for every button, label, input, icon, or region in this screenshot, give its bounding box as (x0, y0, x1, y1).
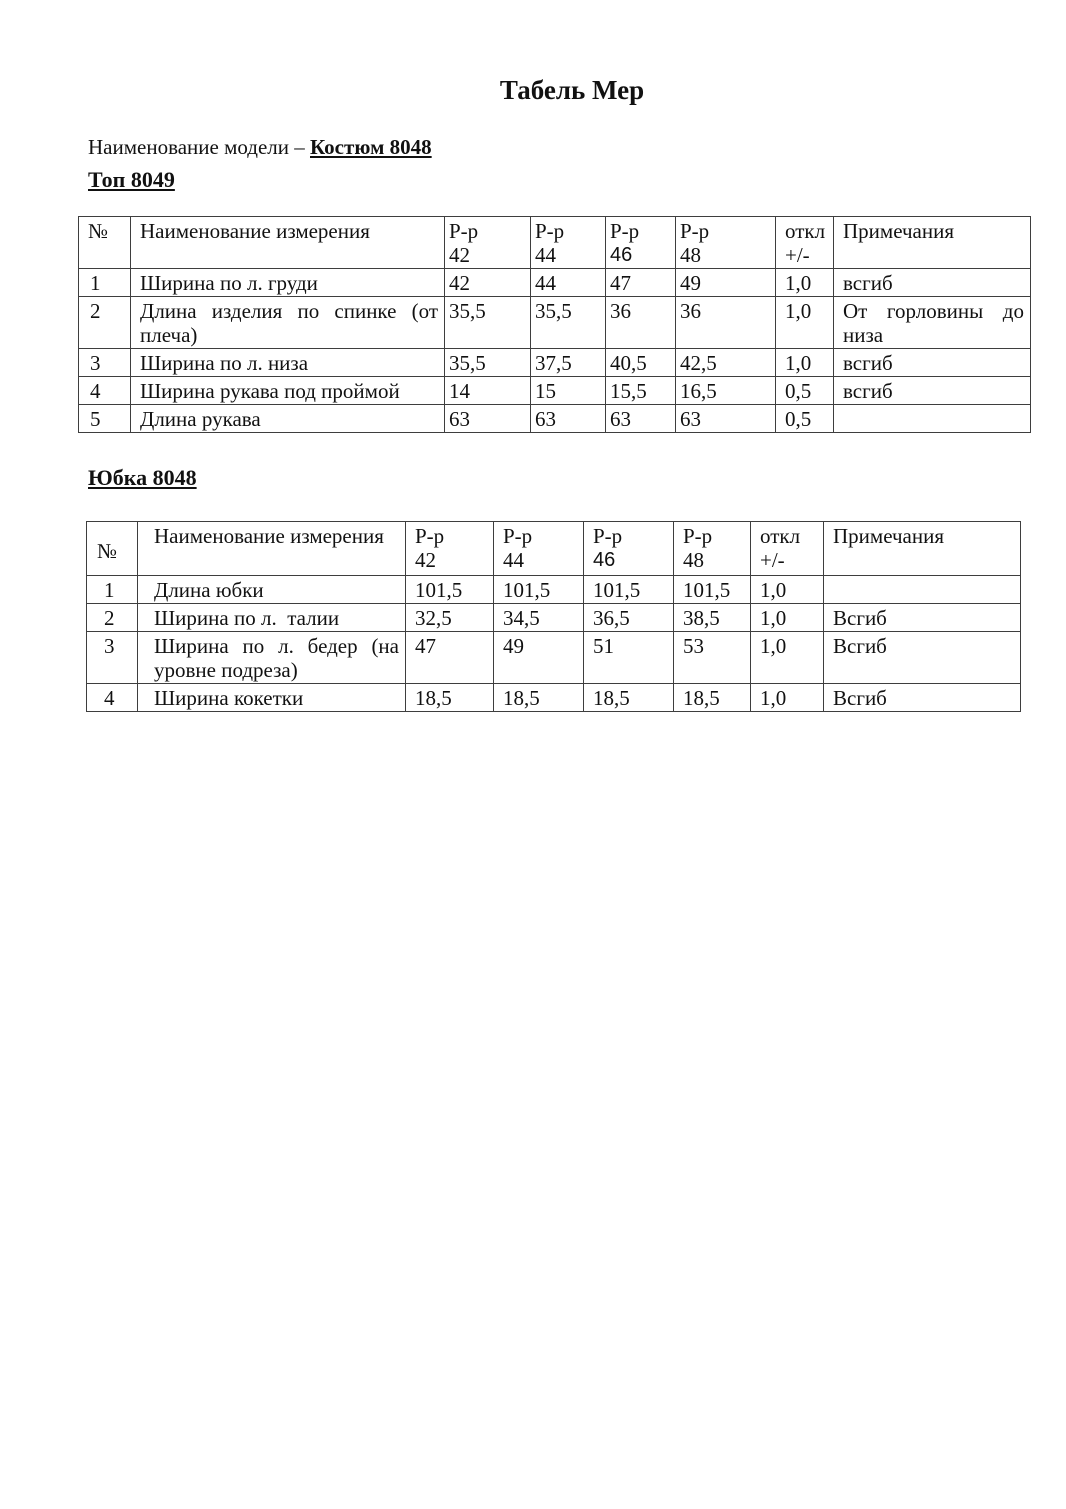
col-header-label: Р-р (449, 219, 479, 243)
col-header-sublabel: 42 (449, 243, 470, 267)
col-header-sublabel: 44 (535, 243, 556, 267)
cell-s46: 15,5 (606, 377, 676, 405)
cell-s44: 35,5 (531, 297, 606, 349)
col-header-label: Р-р (503, 524, 533, 548)
col-header-tol (751, 522, 824, 576)
cell-num: 5 (79, 405, 131, 433)
cell-s44: 101,5 (494, 576, 584, 604)
col-header-s44 (531, 217, 606, 269)
col-header-sublabel: +/- (785, 243, 810, 267)
cell-s42: 14 (445, 377, 531, 405)
cell-num: 4 (87, 684, 138, 712)
section-heading-skirt-text: Юбка 8048 (88, 465, 197, 490)
cell-tol: 0,5 (776, 377, 834, 405)
cell-notes (824, 576, 1021, 604)
page-title: Табель Мер (499, 75, 645, 105)
cell-s46: 36 (606, 297, 676, 349)
cell-s48: 63 (676, 405, 776, 433)
col-header-label: Р-р (593, 524, 623, 548)
cell-s46: 40,5 (606, 349, 676, 377)
col-header-notes (834, 217, 1031, 269)
cell-s46: 47 (606, 269, 676, 297)
cell-tol: 1,0 (751, 684, 824, 712)
cell-notes (834, 405, 1031, 433)
cell-s44: 63 (531, 405, 606, 433)
cell-s48: 42,5 (676, 349, 776, 377)
cell-num: 4 (79, 377, 131, 405)
table-row (79, 269, 1031, 297)
cell-s48: 36 (676, 297, 776, 349)
col-header-s46 (606, 217, 676, 269)
col-header-label: Р-р (683, 524, 713, 548)
col-header-sublabel: 48 (683, 548, 704, 572)
col-header-sublabel: 48 (680, 243, 701, 267)
measurements-table-skirt (86, 521, 1021, 712)
col-header-sublabel: +/- (760, 548, 785, 572)
model-name-line (88, 134, 1066, 160)
section-heading-top-text: Топ 8049 (88, 167, 175, 192)
cell-s44: 18,5 (494, 684, 584, 712)
cell-s48: 53 (674, 632, 751, 684)
cell-s42: 42 (445, 269, 531, 297)
table-row (79, 377, 1031, 405)
col-header-label: откл (760, 524, 801, 548)
cell-tol: 1,0 (776, 269, 834, 297)
col-header-label: № (88, 219, 109, 243)
cell-notes: Всгиб (824, 632, 1021, 684)
cell-s48: 18,5 (674, 684, 751, 712)
col-header-label: Р-р (415, 524, 445, 548)
col-header-num (79, 217, 131, 269)
col-header-label: Наименование измерения (140, 219, 370, 243)
col-header-s48 (676, 217, 776, 269)
table-row (87, 604, 1021, 632)
cell-name: Ширина по л. талии (138, 604, 406, 632)
col-header-s48 (674, 522, 751, 576)
col-header-label: Примечания (843, 219, 955, 243)
col-header-label: Наименование измерения (154, 524, 384, 548)
cell-s42: 35,5 (445, 349, 531, 377)
header-row (87, 522, 1021, 576)
cell-name: Длина юбки (138, 576, 406, 604)
cell-s46: 36,5 (584, 604, 674, 632)
col-header-label: Р-р (680, 219, 710, 243)
cell-s44: 37,5 (531, 349, 606, 377)
col-header-sublabel: 46 (610, 244, 633, 266)
cell-num: 3 (79, 349, 131, 377)
col-header-label: откл (785, 219, 826, 243)
table-row (79, 349, 1031, 377)
cell-num: 2 (87, 604, 138, 632)
cell-tol: 1,0 (776, 297, 834, 349)
col-header-s42 (445, 217, 531, 269)
cell-num: 3 (87, 632, 138, 684)
cell-tol: 1,0 (776, 349, 834, 377)
col-header-s46 (584, 522, 674, 576)
col-header-num (87, 522, 138, 576)
model-name-value: Костюм 8048 (310, 135, 432, 159)
cell-s44: 44 (531, 269, 606, 297)
col-header-s42 (406, 522, 494, 576)
cell-name: Ширина по л. груди (131, 269, 445, 297)
cell-notes: Всгиб (824, 684, 1021, 712)
table-row (87, 684, 1021, 712)
cell-tol: 0,5 (776, 405, 834, 433)
header-row (79, 217, 1031, 269)
cell-s46: 63 (606, 405, 676, 433)
cell-name: Длина рукава (131, 405, 445, 433)
cell-s48: 101,5 (674, 576, 751, 604)
cell-s42: 32,5 (406, 604, 494, 632)
col-header-label: Р-р (610, 219, 640, 243)
cell-notes: всгиб (834, 349, 1031, 377)
cell-num: 2 (79, 297, 131, 349)
cell-s44: 49 (494, 632, 584, 684)
col-header-label: Р-р (535, 219, 565, 243)
cell-s48: 49 (676, 269, 776, 297)
col-header-sublabel: 44 (503, 548, 524, 572)
cell-notes: Всгиб (824, 604, 1021, 632)
cell-notes: всгиб (834, 377, 1031, 405)
section-heading-top (88, 166, 1066, 193)
col-header-tol (776, 217, 834, 269)
cell-s42: 101,5 (406, 576, 494, 604)
cell-num: 1 (87, 576, 138, 604)
cell-num: 1 (79, 269, 131, 297)
cell-s48: 38,5 (674, 604, 751, 632)
table-row (79, 405, 1031, 433)
cell-s46: 101,5 (584, 576, 674, 604)
col-header-sublabel: 46 (593, 549, 616, 571)
cell-name: Ширина по л. бедер (на уровне подреза) (138, 632, 406, 684)
cell-s42: 35,5 (445, 297, 531, 349)
col-header-sublabel: 42 (415, 548, 436, 572)
model-name-label: Наименование модели – (88, 135, 310, 159)
col-header-label: Примечания (833, 524, 945, 548)
cell-s42: 63 (445, 405, 531, 433)
col-header-label: № (97, 539, 118, 563)
cell-tol: 1,0 (751, 604, 824, 632)
cell-name: Ширина кокетки (138, 684, 406, 712)
cell-name: Ширина по л. низа (131, 349, 445, 377)
cell-s44: 34,5 (494, 604, 584, 632)
cell-s42: 47 (406, 632, 494, 684)
cell-tol: 1,0 (751, 632, 824, 684)
cell-tol: 1,0 (751, 576, 824, 604)
table-row (87, 576, 1021, 604)
measurements-table-top (78, 216, 1031, 433)
cell-name: Длина изделия по спинке (от плеча) (131, 297, 445, 349)
cell-s42: 18,5 (406, 684, 494, 712)
section-heading-skirt (88, 464, 1066, 491)
cell-notes: От горловины до низа (834, 297, 1031, 349)
cell-s44: 15 (531, 377, 606, 405)
cell-notes: всгиб (834, 269, 1031, 297)
cell-s46: 18,5 (584, 684, 674, 712)
col-header-s44 (494, 522, 584, 576)
table-row (87, 632, 1021, 684)
cell-name: Ширина рукава под проймой (131, 377, 445, 405)
col-header-notes (824, 522, 1021, 576)
cell-s48: 16,5 (676, 377, 776, 405)
table-row (79, 297, 1031, 349)
col-header-name (131, 217, 445, 269)
col-header-name (138, 522, 406, 576)
cell-s46: 51 (584, 632, 674, 684)
